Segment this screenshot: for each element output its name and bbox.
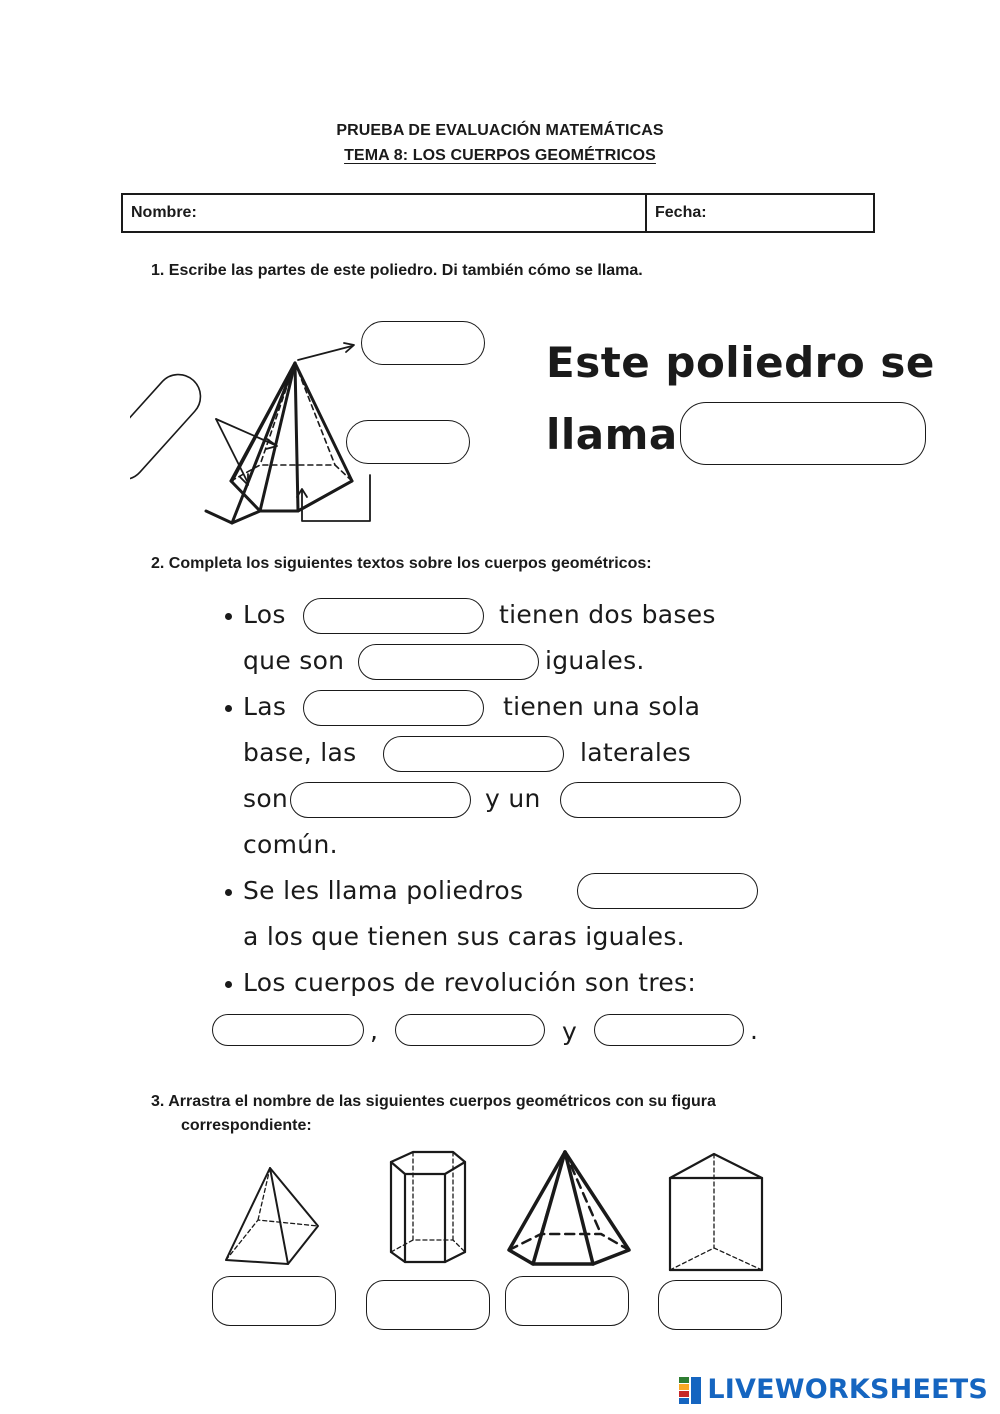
- blank-triangulos[interactable]: [290, 782, 471, 818]
- text-los: Los: [243, 600, 286, 629]
- text-y-un: y un: [485, 784, 541, 813]
- text-comma: ,: [370, 1016, 379, 1045]
- drop-box-3[interactable]: [505, 1276, 629, 1326]
- blank-cono[interactable]: [395, 1014, 545, 1046]
- question-2-prompt: 2. Completa los siguientes textos sobre los cuerpos geométricos:: [151, 555, 652, 572]
- liveworksheets-logo-icon: [678, 1376, 704, 1404]
- question-3-prompt-line1: 3. Arrastra el nombre de las siguientes cuerpos geométricos con su figura: [151, 1093, 716, 1110]
- page-subtitle: TEMA 8: LOS CUERPOS GEOMÉTRICOS: [344, 147, 656, 164]
- bullet-1: [225, 613, 232, 620]
- blank-cilindro[interactable]: [212, 1014, 364, 1046]
- name-field[interactable]: [123, 195, 647, 231]
- polyhedron-sentence-line1: Este poliedro se: [546, 338, 935, 387]
- text-base-las: base, las: [243, 738, 357, 767]
- drop-box-1[interactable]: [212, 1276, 336, 1326]
- question-3-prompt-line2: correspondiente:: [181, 1117, 312, 1134]
- polyhedron-name-box[interactable]: [680, 402, 926, 465]
- text-las: Las: [243, 692, 287, 721]
- blank-poligonos[interactable]: [358, 644, 539, 680]
- text-caras-iguales: a los que tienen sus caras iguales.: [243, 922, 685, 951]
- bullet-2: [225, 705, 232, 712]
- polyhedron-sentence-line2: llama: [546, 410, 678, 459]
- bullet-3: [225, 889, 232, 896]
- drop-box-4[interactable]: [658, 1280, 782, 1330]
- blank-caras[interactable]: [383, 736, 564, 772]
- hexagonal-prism-figure: [383, 1148, 473, 1272]
- bullet-4: [225, 981, 232, 988]
- text-que-son: que son: [243, 646, 345, 675]
- text-iguales: iguales.: [545, 646, 645, 675]
- blank-piramides[interactable]: [303, 690, 484, 726]
- text-son: son: [243, 784, 289, 813]
- triangular-prism-figure: [664, 1148, 766, 1274]
- page-title: PRUEBA DE EVALUACIÓN MATEMÁTICAS: [336, 122, 664, 139]
- blank-esfera[interactable]: [594, 1014, 744, 1046]
- student-info-table: [121, 193, 875, 233]
- hexagonal-pyramid-figure: [505, 1146, 633, 1274]
- text-comun: común.: [243, 830, 338, 859]
- answer-box-base[interactable]: [346, 420, 470, 464]
- liveworksheets-logo[interactable]: [678, 1374, 988, 1405]
- blank-prismas[interactable]: [303, 598, 484, 634]
- blank-vertice[interactable]: [560, 782, 741, 818]
- date-field[interactable]: [647, 195, 873, 231]
- answer-box-vertex[interactable]: [361, 321, 485, 365]
- square-pyramid-figure: [218, 1160, 328, 1270]
- text-y: y: [562, 1017, 578, 1046]
- date-label: Fecha:: [655, 204, 707, 221]
- text-tienen-dos-bases: tienen dos bases: [499, 600, 716, 629]
- drop-box-2[interactable]: [366, 1280, 490, 1330]
- liveworksheets-logo-text: LIVEWORKSHEETS: [707, 1374, 988, 1405]
- name-label: Nombre:: [131, 204, 197, 221]
- blank-regulares[interactable]: [577, 873, 758, 909]
- text-cuerpos-revolucion: Los cuerpos de revolución son tres:: [243, 968, 697, 997]
- text-period: .: [750, 1016, 759, 1045]
- text-laterales: laterales: [580, 738, 692, 767]
- answer-box-rotated: [130, 365, 210, 488]
- question-1-prompt: 1. Escribe las partes de este poliedro. Di también cómo se llama.: [151, 262, 643, 279]
- text-se-les-llama: Se les llama poliedros: [243, 876, 524, 905]
- text-tienen-una-sola: tienen una sola: [503, 692, 701, 721]
